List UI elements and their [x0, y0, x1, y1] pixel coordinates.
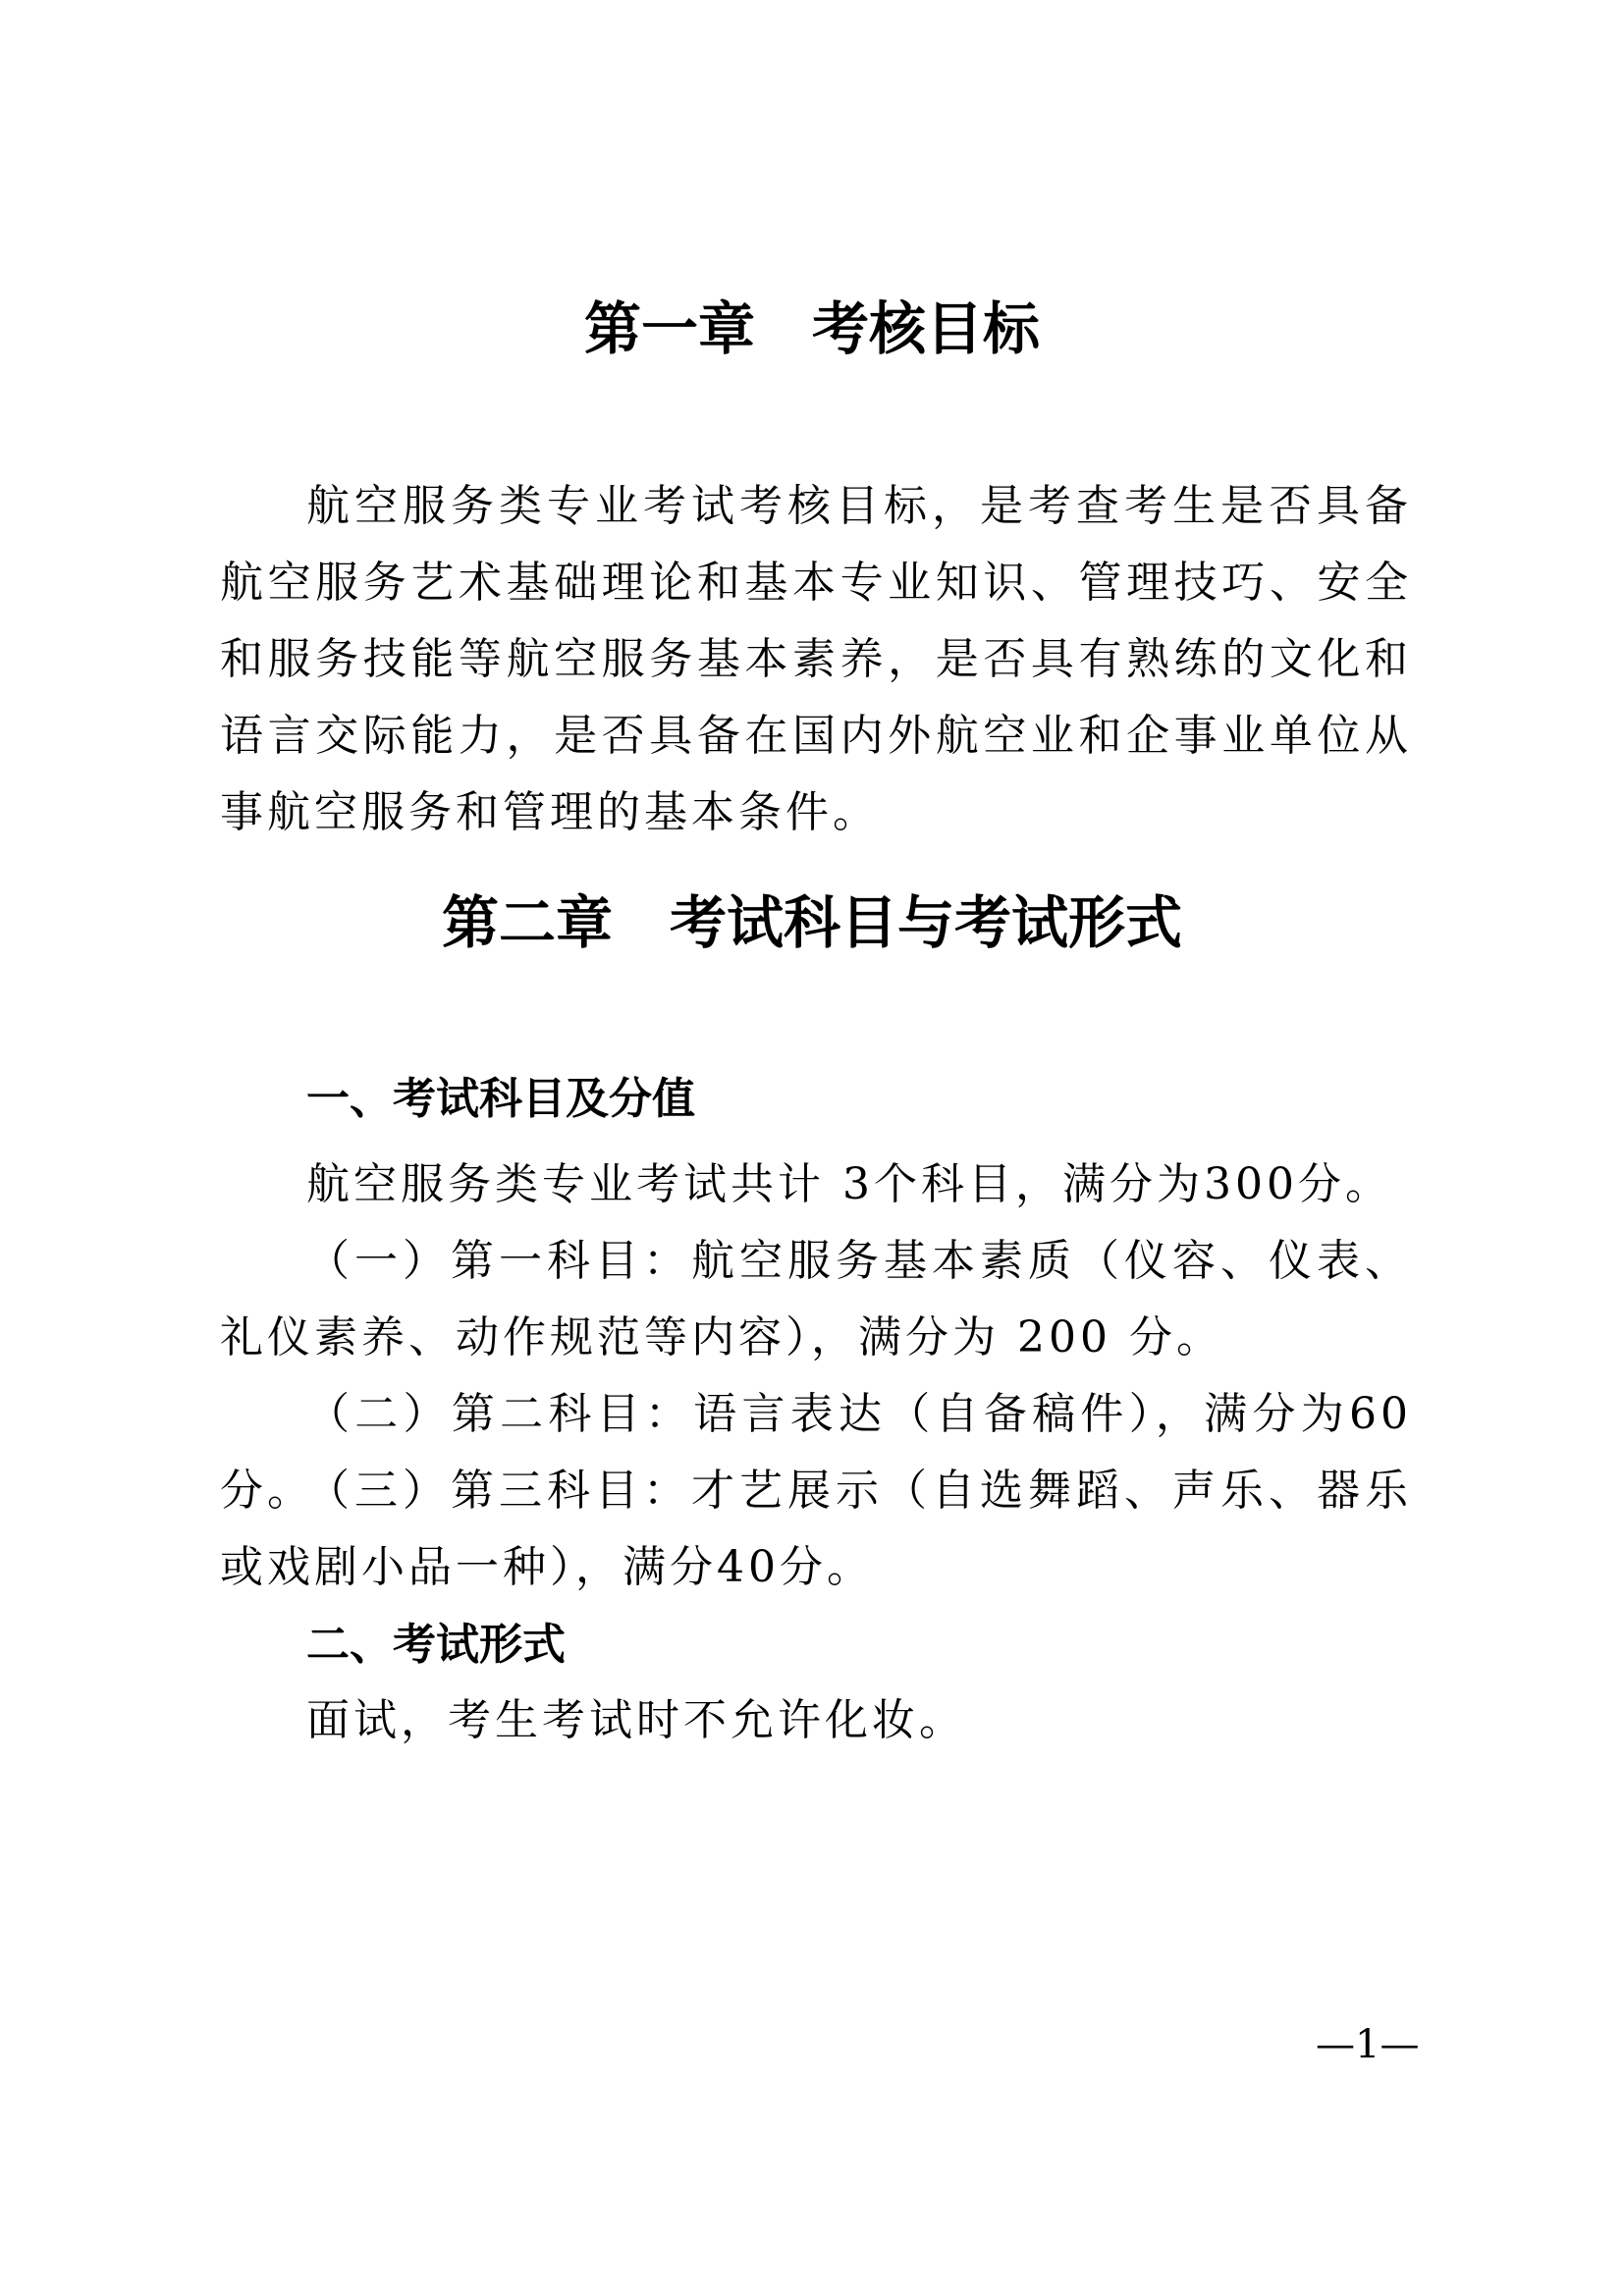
chapter-1-heading: [0, 294, 1624, 363]
chapter-1-title: 考核目标: [812, 295, 1041, 362]
subject-item-3: （三）第三科目：才艺展示（自选舞蹈、声乐、器乐或戏剧小品一种），满分40分。: [220, 1466, 1412, 1592]
subject-item-1: （一）第一科目：航空服务基本素质（仪容、仪表、礼仪素养、动作规范等内容），满分为 200 分。: [220, 1236, 1412, 1362]
chapter-1-paragraph: 航空服务类专业考试考核目标，是考查考生是否具备航空服务艺术基础理论和基本专业知识、管理技巧、安全和服务技能等航空服务基本素养，是否具有熟练的文化和语言交际能力，是否具备在国内外航空业和企事业单位从事航空服务和管理的基本条件。: [220, 481, 1412, 837]
section-1-heading: 一、考试科目及分值: [306, 1074, 695, 1124]
chapter-1-number: 第一章: [583, 295, 755, 362]
section-2-text: 面试，考生考试时不允许化妆。: [306, 1695, 966, 1745]
chapter-2-title: 考试科目与考试形式: [670, 889, 1183, 956]
subject-item-2: （二）第二科目：语言表达（自备稿件），满分为60分。: [220, 1389, 1412, 1516]
section-2-heading: 二、考试形式: [306, 1620, 566, 1670]
chapter-2-heading: [0, 888, 1624, 957]
section-1-intro: 航空服务类专业考试共计 3个科目，满分为300分。: [306, 1159, 1392, 1209]
page-number: —1—: [1316, 2022, 1420, 2067]
chapter-2-number: 第二章: [441, 889, 613, 956]
